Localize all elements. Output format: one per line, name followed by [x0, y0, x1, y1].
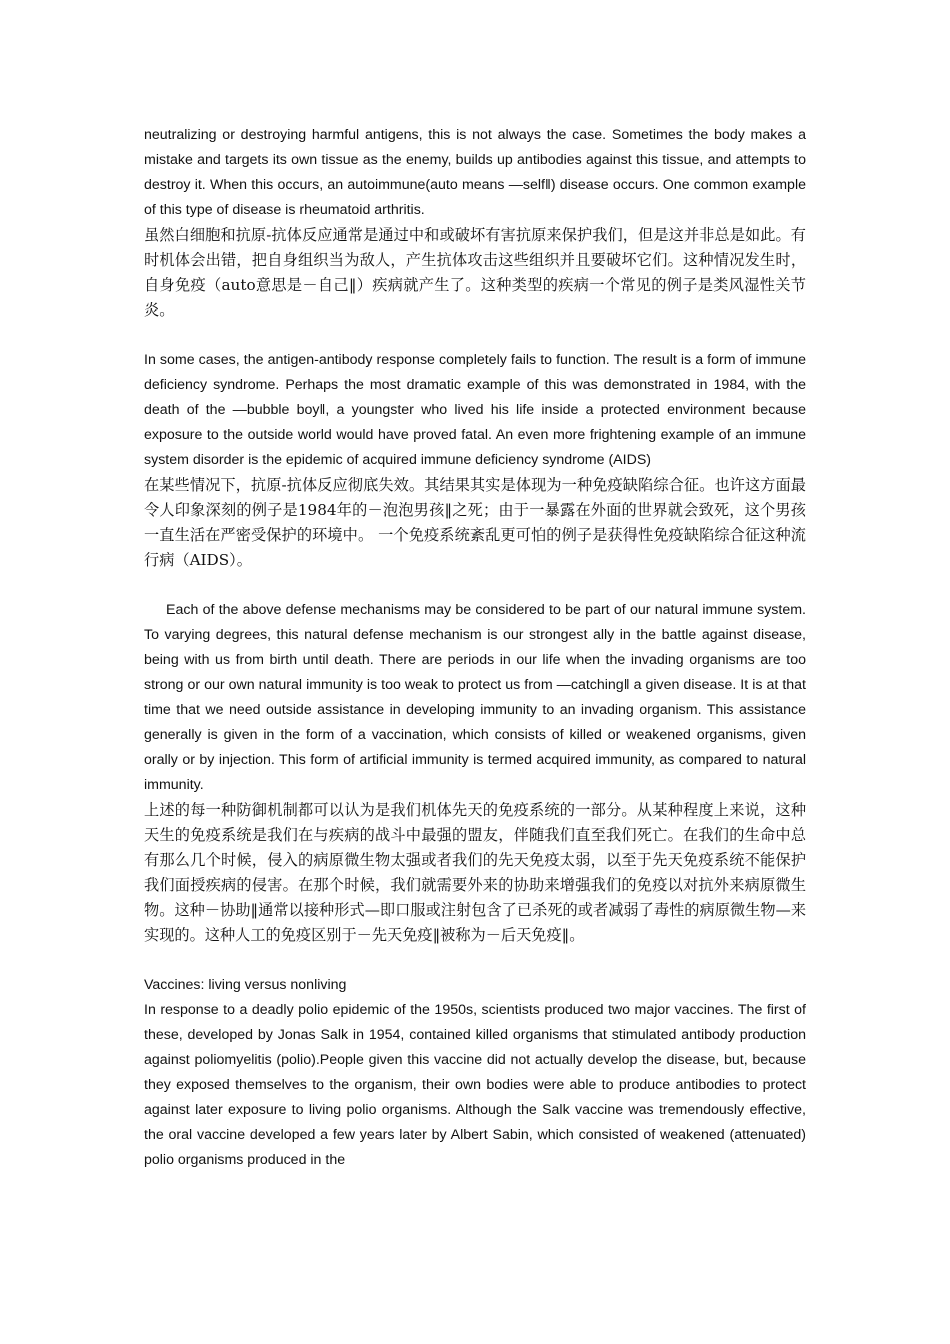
paragraph-natural-immunity-zh: 上述的每一种防御机制都可以认为是我们机体先天的免疫系统的一部分。从某种程度上来说，这种天生的免疫系统是我们在与疾病的战斗中最强的盟友，伴随我们直至我们死亡。在我们的生命中总有那么几个时候，侵入的病原微生物太强或者我们的先天免疫太弱，以至于先天免疫系统不能保护我们面授疾病的侵害。在那个时候，我们就需要外来的协助来增强我们的免疫以对抗外来病原微生物。这种－协助‖通常以接种形式—即口服或注射包含了已杀死的或者减弱了毒性的病原微生物—来实现的。这种人工的免疫区别于－先天免疫‖被称为－后天免疫‖。 — [144, 801, 806, 944]
paragraph-gap — [144, 948, 806, 973]
section-heading-vaccines: Vaccines: living versus nonliving — [144, 977, 347, 993]
paragraph-immune-deficiency-zh: 在某些情况下，抗原-抗体反应彻底失效。其结果其实是体现为一种免疫缺陷综合征。也许这方面最令人印象深刻的例子是1984年的－泡泡男孩‖之死；由于一暴露在外面的世界就会致死，这个男孩一直生活在严密受保护的环境中。 一个免疫系统紊乱更可怕的例子是获得性免疫缺陷综合征这种流行病（AIDS）。 — [144, 476, 806, 569]
paragraph-gap — [144, 573, 806, 598]
document-page — [144, 123, 806, 1173]
paragraph-autoimmune-en: neutralizing or destroying harmful antigens, this is not always the case. Sometimes the body makes a mistake and targets its own tissue as the enemy, builds up antibodies against this tissue, and attempts to destroy it. When this occurs, an autoimmune(auto means —self‖) disease occurs. One common example of this type of disease is rheumatoid arthritis. — [144, 127, 806, 218]
paragraph-polio-vaccines-en: In response to a deadly polio epidemic of the 1950s, scientists produced two major vaccines. The first of these, developed by Jonas Salk in 1954, contained killed organisms that stimulated antibody production against poliomyelitis (polio).People given this vaccine did not actually develop the disease, but, because they exposed themselves to the organism, their own bodies were able to produce antibodies to protect against later exposure to living polio organisms. Although the Salk vaccine was tremendously effective, the oral vaccine developed a few years later by Albert Sabin, which consisted of weakened (attenuated) polio organisms produced in the — [144, 1002, 806, 1168]
paragraph-natural-immunity-en: Each of the above defense mechanisms may be considered to be part of our natural immune system. To varying degrees, this natural defense mechanism is our strongest ally in the battle against disease, being with us from birth until death. There are periods in our life when the invading organisms are too strong or our own natural immunity is too weak to protect us from —catching‖ a given disease. It is at that time that we need outside assistance in developing immunity to an invading organism. This assistance generally is given in the form of a vaccination, which consists of killed or weakened organisms, given orally or by injection. This form of artificial immunity is termed acquired immunity, as compared to natural immunity. — [144, 602, 806, 793]
paragraph-gap — [144, 323, 806, 348]
paragraph-autoimmune-zh: 虽然白细胞和抗原-抗体反应通常是通过中和或破坏有害抗原来保护我们，但是这并非总是如此。有时机体会出错，把自身组织当为敌人，产生抗体攻击这些组织并且要破坏它们。这种情况发生时，自身免疫（auto意思是－自己‖）疾病就产生了。这种类型的疾病一个常见的例子是类风湿性关节炎。 — [144, 226, 806, 319]
paragraph-immune-deficiency-en: In some cases, the antigen-antibody response completely fails to function. The result is a form of immune deficiency syndrome. Perhaps the most dramatic example of this was demonstrated in 1984, with the death of the —bubble boy‖, a youngster who lived his life inside a protected environment because exposure to the outside world would have proved fatal. An even more frightening example of an immune system disorder is the epidemic of acquired immune deficiency syndrome (AIDS) — [144, 352, 806, 468]
